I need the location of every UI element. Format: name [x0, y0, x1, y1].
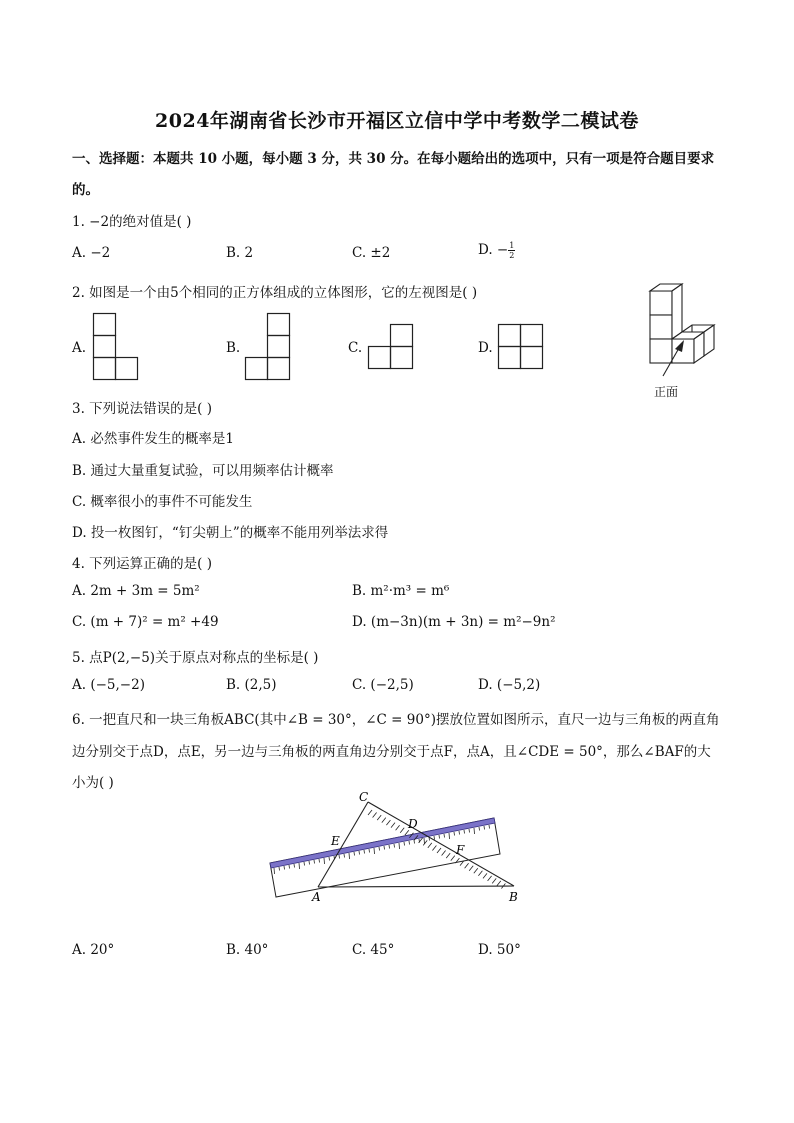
q6-option-d: D. 50° — [478, 942, 521, 958]
q6-ruler-triangle-figure — [260, 788, 530, 908]
point-label-d: D — [408, 817, 418, 831]
q1-option-c: C. ±2 — [352, 245, 391, 261]
q6-option-a: A. 20° — [72, 942, 115, 958]
q2-view-a — [93, 313, 139, 381]
q1-option-d-prefix: D. − — [478, 242, 509, 258]
q5-stem: 5. 点P(2,−5)关于原点对称点的坐标是( ) — [72, 650, 319, 666]
q3-option-a: A. 必然事件发生的概率是1 — [72, 431, 234, 447]
q6-option-b: B. 40° — [226, 942, 269, 958]
q2-option-c: C. — [348, 340, 363, 356]
point-label-a: A — [312, 890, 321, 904]
q5-option-d: D. (−5,2) — [478, 677, 541, 693]
exam-title: 2024年湖南省长沙市开福区立信中学中考数学二模试卷 — [155, 110, 639, 132]
q1-fraction-numerator: 1 — [509, 241, 515, 250]
q2-stem: 2. 如图是一个由5个相同的正方体组成的立体图形，它的左视图是( ) — [72, 285, 478, 301]
section-instruction-line1: 一、选择题：本题共 10 小题，每小题 3 分，共 30 分。在每小题给出的选项中，只有一项是符合题目要求 — [72, 151, 715, 167]
q2-front-arrow — [655, 332, 695, 382]
q4-option-d: D. (m−3n)(m + 3n) = m²−9n² — [352, 614, 556, 630]
q2-view-b — [245, 313, 291, 381]
q2-option-a: A. — [72, 340, 87, 356]
q3-stem: 3. 下列说法错误的是( ) — [72, 401, 212, 417]
section-instruction-line2: 的。 — [72, 182, 99, 198]
point-label-e: E — [331, 834, 340, 848]
q4-option-c: C. (m + 7)² = m² +49 — [72, 614, 219, 630]
q3-option-c: C. 概率很小的事件不可能发生 — [72, 494, 253, 510]
q1-option-d-fraction — [508, 241, 515, 260]
q2-view-d — [498, 324, 544, 370]
q2-view-c — [368, 324, 414, 370]
q2-option-b: B. — [226, 340, 241, 356]
q1-stem: 1. −2的绝对值是( ) — [72, 214, 192, 230]
q1-option-a: A. −2 — [72, 245, 111, 261]
q4-option-b: B. m²·m³ = m⁶ — [352, 583, 450, 599]
q1-option-b: B. 2 — [226, 245, 254, 261]
q5-option-a: A. (−5,−2) — [72, 677, 145, 693]
q6-stem-line2: 边分别交于点D，点E，另一边与三角板的两直角边分别交于点F，点A，且∠CDE = 50°，那么∠BAF的大 — [72, 744, 711, 760]
q5-option-c: C. (−2,5) — [352, 677, 414, 693]
q2-front-label: 正面 — [654, 385, 679, 399]
point-label-f: F — [456, 843, 465, 857]
q1-fraction-denominator: 2 — [509, 251, 515, 260]
q4-stem: 4. 下列运算正确的是( ) — [72, 556, 212, 572]
q4-option-a: A. 2m + 3m = 5m² — [72, 583, 200, 599]
q2-option-d: D. — [478, 340, 493, 356]
q5-option-b: B. (2,5) — [226, 677, 277, 693]
q6-option-c: C. 45° — [352, 942, 395, 958]
q1-option-d — [478, 241, 515, 260]
q3-option-d: D. 投一枚图钉，“钉尖朝上”的概率不能用列举法求得 — [72, 525, 389, 541]
q6-stem-line3: 小为( ) — [72, 775, 114, 791]
q6-stem-line1: 6. 一把直尺和一块三角板ABC(其中∠B = 30°，∠C = 90°)摆放位置如图所示，直尺一边与三角板的两直角 — [72, 712, 720, 728]
q3-option-b: B. 通过大量重复试验，可以用频率估计概率 — [72, 463, 334, 479]
point-label-c: C — [359, 790, 369, 804]
point-label-b: B — [509, 890, 518, 904]
